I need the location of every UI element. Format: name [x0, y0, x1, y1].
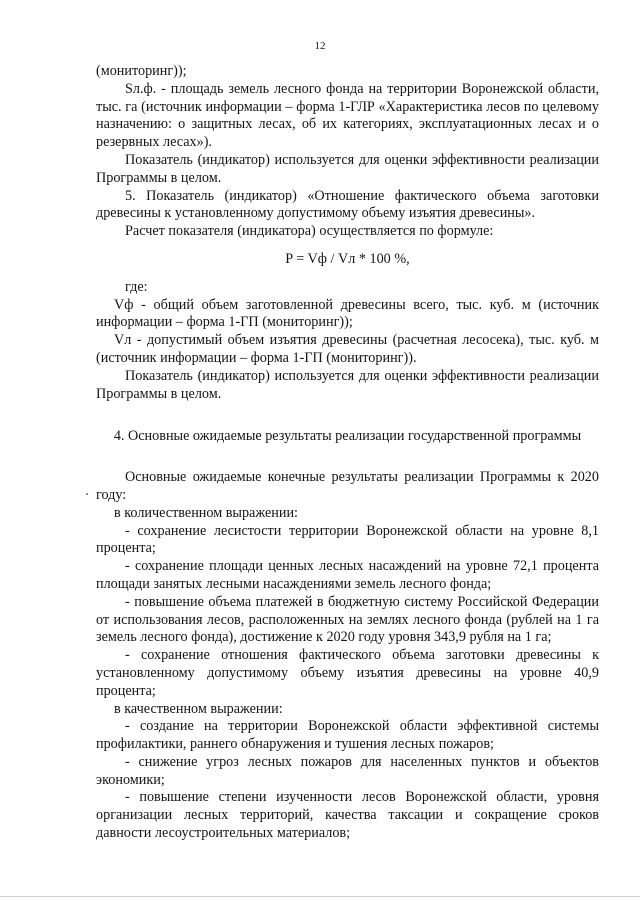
paragraph-where: где: [125, 278, 148, 295]
document-body [96, 63, 599, 843]
paragraph-continuation: (мониторинг)); [96, 63, 187, 79]
paragraph-vl-definition: Vл - допустимый объем изъятия древесины (расчетная лесосека), тыс. куб. м (источник информации – форма 1-ГП (мониторинг)). [96, 332, 599, 366]
paragraph-quantitative: в количественном выражении: [114, 504, 298, 521]
paragraph-indicator-5: 5. Показатель (индикатор) «Отношение фактического объема заготовки древесины к установленному допустимому объему изъятия древесины». [96, 187, 599, 222]
list-item-forest-cover: - сохранение лесистости территории Воронежской области на уровне 8,1 процента; [96, 522, 599, 557]
section-heading: 4. Основные ожидаемые результаты реализации государственной программы [113, 428, 582, 445]
page-number: 12 [314, 40, 326, 52]
paragraph-slf-definition: Sл.ф. - площадь земель лесного фонда на территории Воронежской области, тыс. га (источник информации – форма 1-ГЛР «Характеристика лесов по целевому назначению: о защитных лесах, об их категориях, эксплуатационных лесах и о резервных лесах»). [96, 80, 599, 151]
list-item-fire-system: - создание на территории Воронежской области эффективной системы профилактики, раннего обнаружения и тушения лесных пожаров; [96, 718, 599, 753]
list-item-forest-study: - повышение степени изученности лесов Воронежской области, уровня организации лесных территорий, качества таксации и сокращение сроков давности лесоустроительных материалов; [96, 789, 599, 842]
paragraph-qualitative: в качественном выражении: [114, 700, 283, 717]
paragraph-indicator-usage: Показатель (индикатор) используется для оценки эффективности реализации Программы в целом. [96, 151, 599, 186]
list-item-harvest-ratio: - сохранение отношения фактического объема заготовки древесины к установленному допустимому объему изъятия древесины на уровне 40,9 процента; [96, 647, 599, 699]
paragraph-vf-definition: Vф - общий объем заготовленной древесины всего, тыс. куб. м (источник информации – форма 1-ГП (мониторинг)); [96, 296, 599, 331]
paragraph-expected-results: Основные ожидаемые конечные результаты реализации Программы к 2020 году: [96, 469, 599, 503]
scan-edge-line [0, 896, 640, 897]
paragraph-formula-intro: Расчет показателя (индикатора) осуществляется по формуле: [125, 223, 494, 240]
scan-speck [86, 493, 88, 495]
paragraph-indicator-usage-2: Показатель (индикатор) используется для оценки эффективности реализации Программы в целом. [96, 367, 599, 402]
formula: P = Vф / Vл * 100 %, [285, 250, 410, 267]
list-item-payments: - повышение объема платежей в бюджетную систему Российской Федерации от использования лесов, расположенных на землях лесного фонда (рублей на 1 га земель лесного фонда), достижение к 2020 году уровня 343,9 рубля на 1 га; [96, 593, 599, 646]
list-item-fire-threats: - снижение угроз лесных пожаров для населенных пунктов и объектов экономики; [96, 753, 599, 788]
list-item-valuable-stands: - сохранение площади ценных лесных насаждений на уровне 72,1 процента площади занятых лесными насаждениями земель лесного фонда; [96, 558, 599, 592]
